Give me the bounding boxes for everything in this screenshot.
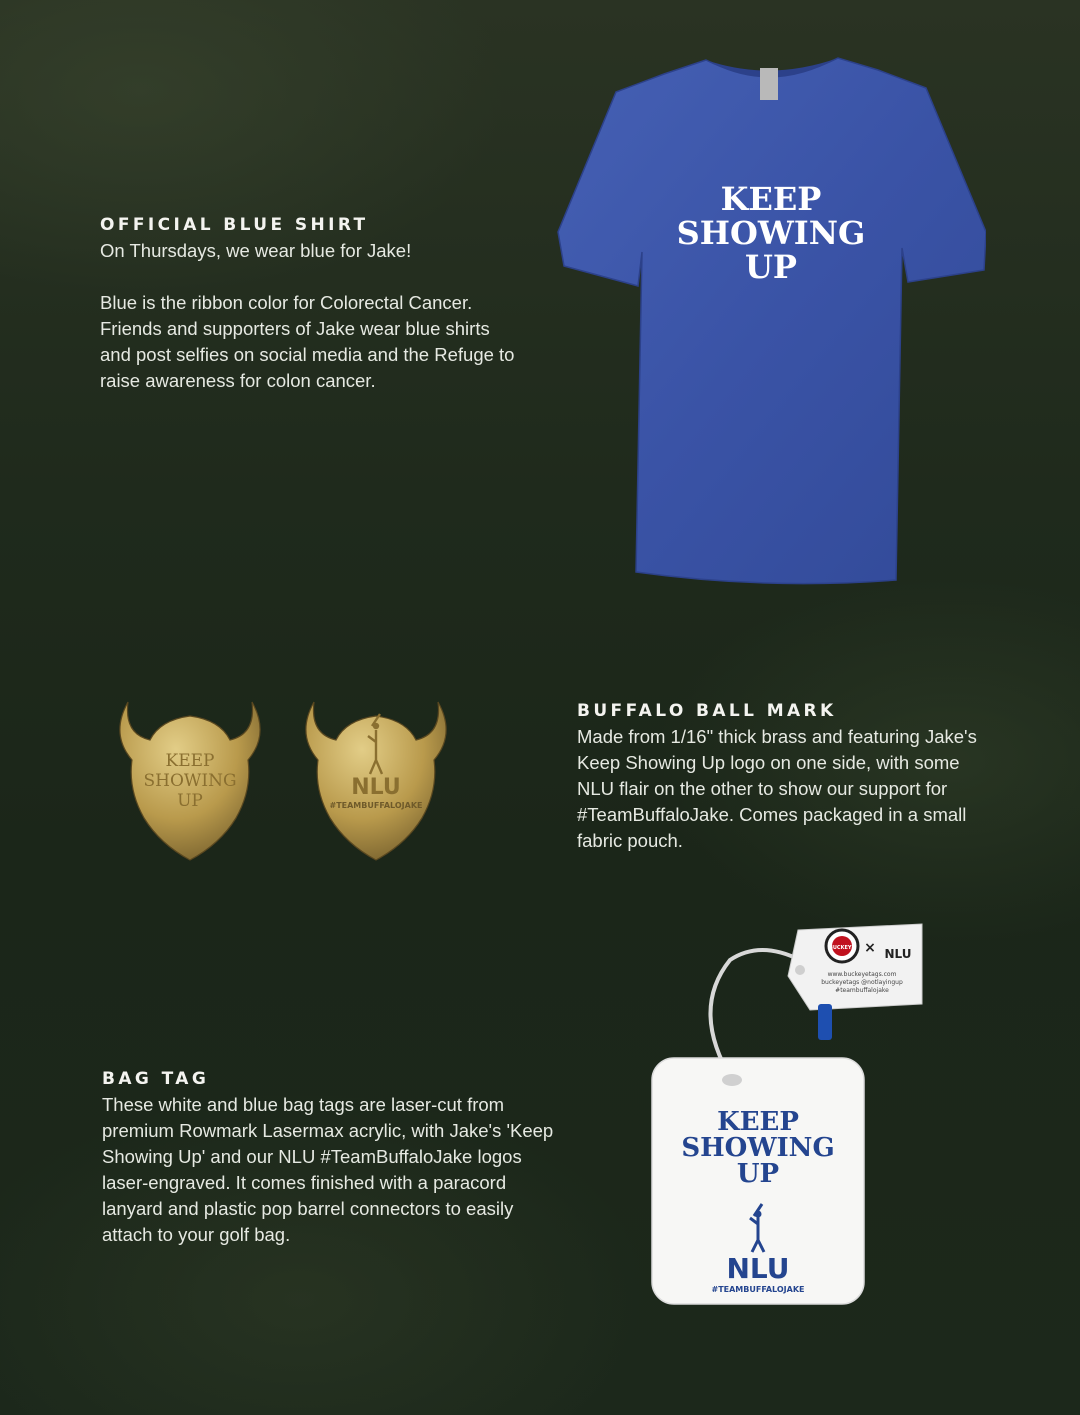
ball-mark-back-hashtag: #TEAMBUFFALOJAKE <box>329 801 423 810</box>
hang-tag-line2: buckeyetags @notlayingup <box>821 979 903 986</box>
bag-tag-description: These white and blue bag tags are laser-cut from premium Rowmark Lasermax acrylic, with Jake's 'Keep Showing Up' and our NLU #TeamBuffaloJake logos laser-engraved. It comes finished with a paracord lanyard and plastic pop barrel connectors to easily attach to your golf bag. <box>102 1094 554 1245</box>
hang-tag-line1: www.buckeyetags.com <box>827 971 897 978</box>
hang-tag-line3: #teambuffalojake <box>835 987 889 994</box>
shirt-lead: On Thursdays, we wear blue for Jake! <box>100 240 412 261</box>
bag-tag-logo-line3: UP <box>736 1159 780 1189</box>
barrel-connector <box>818 1004 832 1040</box>
shirt-description: Blue is the ribbon color for Colorectal Cancer. Friends and supporters of Jake wear blue shirts and post selfies on social media and the Refuge to raise awareness for colon cancer. <box>100 292 515 391</box>
ball-mark-front <box>120 702 260 860</box>
ball-mark-description: Made from 1/16" thick brass and featuring Jake's Keep Showing Up logo on one side, with some NLU flair on the other to show our support for #TeamBuffaloJake. Comes packaged in a small fabric pouch. <box>577 726 977 851</box>
ball-mark-front-line2: SHOWING <box>143 771 237 791</box>
ball-mark-back <box>306 702 446 860</box>
shirt-logo-line1: KEEP <box>720 180 822 218</box>
shirt-logo-line2: SHOWING <box>676 214 866 252</box>
hang-tag <box>788 924 922 1010</box>
bag-tag-logo-line2: SHOWING <box>681 1133 835 1163</box>
bag-tag-nlu: NLU <box>726 1252 790 1285</box>
bag-tag-image <box>650 920 930 1310</box>
hang-tag-x: × <box>864 940 876 956</box>
bag-tag-logo-line1: KEEP <box>717 1107 799 1137</box>
shirt-title: OFFICIAL BLUE SHIRT <box>100 215 369 235</box>
ball-mark-back-logo: NLU <box>351 775 401 800</box>
ball-mark-title: BUFFALO BALL MARK <box>577 701 837 721</box>
ball-mark-section <box>577 700 997 854</box>
bag-tag-section <box>102 1068 562 1248</box>
hang-tag-nlu: NLU <box>884 947 912 961</box>
hang-tag-brand: BUCKEYE <box>829 945 855 951</box>
blue-shirt-image <box>556 52 986 592</box>
bag-tag-title: BAG TAG <box>102 1069 210 1089</box>
shirt-section <box>100 214 520 394</box>
ball-mark-image <box>110 690 470 870</box>
ball-mark-front-line3: UP <box>177 791 203 811</box>
shirt-logo-line3: UP <box>745 248 797 286</box>
ball-mark-front-line1: KEEP <box>165 751 215 771</box>
bag-tag-hashtag: #TEAMBUFFALOJAKE <box>711 1285 805 1294</box>
shirt-body <box>558 58 986 584</box>
main-bag-tag <box>652 1058 864 1304</box>
